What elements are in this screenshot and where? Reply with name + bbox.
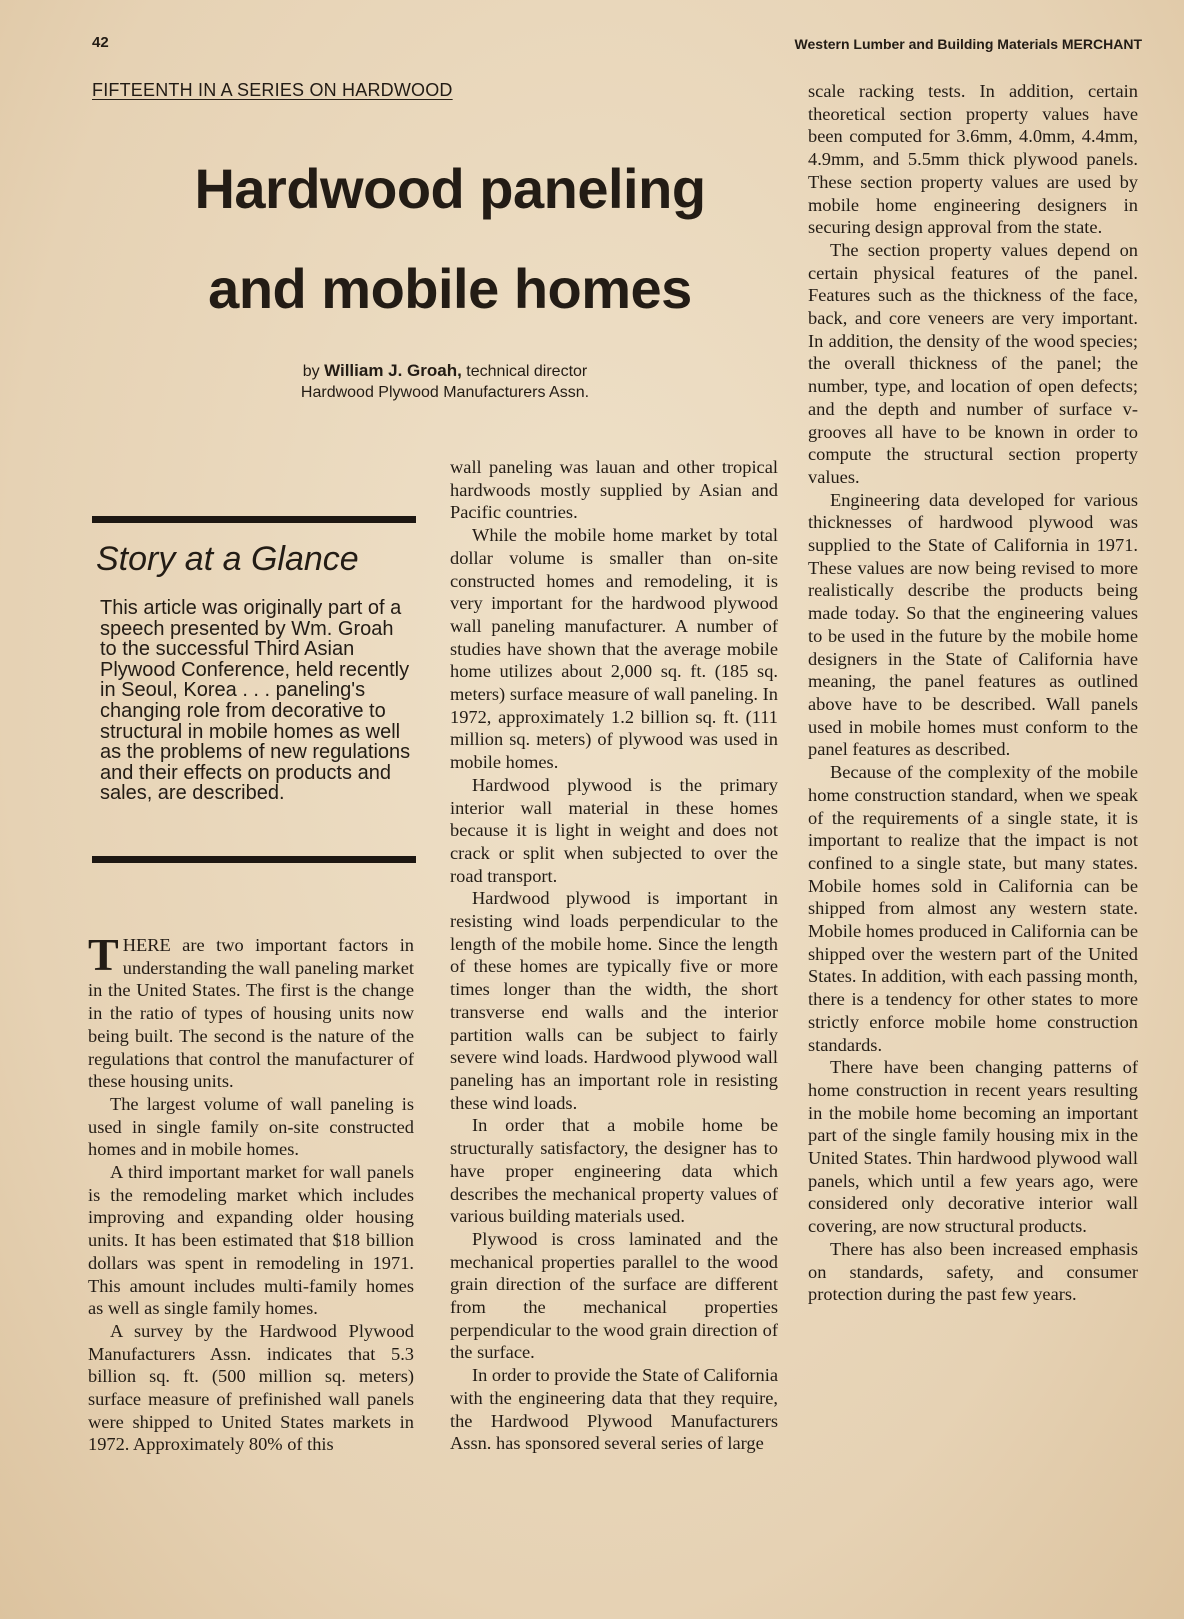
paragraph: While the mobile home market by total dollar volume is smaller than on-site constructed homes and remodeling, it is very important for the hardwood plywood wall paneling manufacturer. A number of studies have shown that the average mobile home utilizes about 2,000 sq. ft. (185 sq. meters) surface measure of wall paneling. In 1972, approximately 1.2 billion sq. ft. (111 million sq. meters) of plywood was used in mobile homes. bbox=[450, 525, 778, 773]
headline-line-2: and mobile homes bbox=[208, 257, 692, 320]
paragraph: Hardwood plywood is important in resisting wind loads perpendicular to the length of the mobile home. Since the length of these homes are typically five or more times longer than the width, the short transverse end walls and the interior partition walls can be subject to fairly severe wind loads. Hardwood plywood wall paneling has an important role in resisting these wind loads. bbox=[450, 888, 778, 1113]
glance-body: This article was originally part of a speech presented by Wm. Groah to the successful Third Asian Plywood Conference, held recently in Seoul, Korea . . . paneling's changing role from decorative to structural in mobile homes as well as the problems of new regulations and their effects on products and sales, are described. bbox=[100, 597, 411, 805]
glance-bottom-rule bbox=[92, 856, 416, 863]
paragraph: In order that a mobile home be structurally satisfactory, the designer has to have proper engineering data which describes the mechanical property values of various building materials used. bbox=[450, 1115, 778, 1227]
article-column-middle bbox=[450, 456, 778, 1455]
paragraph bbox=[88, 929, 414, 1093]
paragraph: There have been changing patterns of home construction in recent years resulting in the mobile home becoming an important part of the single family housing mix in the United States. Thin hardwood plywood wall panels, which until a few years ago, were considered only decorative interior wall covering, are now structural products. bbox=[808, 1057, 1138, 1237]
paragraph: A survey by the Hardwood Plywood Manufacturers Assn. indicates that 5.3 billion sq. ft. (500 million sq. meters) surface measure of prefinished wall panels were shipped to United States markets in 1972. Approximately 80% of this bbox=[88, 1320, 414, 1455]
author-organization: Hardwood Plywood Manufacturers Assn. bbox=[300, 384, 590, 401]
paragraph: In order to provide the State of California with the engineering data that they require, the Hardwood Plywood Manufacturers Assn. has sponsored several series of large bbox=[450, 1365, 778, 1454]
glance-top-rule bbox=[92, 516, 416, 523]
paragraph: The largest volume of wall paneling is used in single family on-site constructed homes and in mobile homes. bbox=[88, 1093, 414, 1160]
paragraph: Plywood is cross laminated and the mechanical properties parallel to the wood grain direction of the surface are different from the mechanical properties perpendicular to the wood grain direction of the surface. bbox=[450, 1228, 778, 1363]
article-column-left bbox=[88, 929, 414, 1456]
paragraph: Hardwood plywood is the primary interior wall material in these homes because it is light in weight and does not crack or split when subjected to over the road transport. bbox=[450, 774, 778, 886]
paragraph: wall paneling was lauan and other tropical hardwoods mostly supplied by Asian and Pacific countries. bbox=[450, 457, 778, 523]
article-column-right bbox=[808, 80, 1138, 1306]
paragraph: Engineering data developed for various thicknesses of hardwood plywood was supplied to the State of California in 1971. These values are now being revised to more realistically describe the products being made today. So that the engineering values to be used in the future by the mobile home designers in the State of California have meaning, the panel features as outlined above have to be described. Wall panels used in mobile homes must conform to the panel features as described. bbox=[808, 489, 1138, 760]
paragraph-text: HERE are two important factors in understanding the wall paneling market in the United States. The first is the change in the ratio of types of housing units now being built. The second is the nature of the regulations that control the manufacturer of these housing units. bbox=[88, 935, 414, 1092]
paragraph: There has also been increased emphasis on standards, safety, and consumer protection during the past few years. bbox=[808, 1238, 1138, 1305]
paragraph: The section property values depend on certain physical features of the panel. Features such as the thickness of the face, back, and core veneers are very important. In addition, the density of the wood species; the overall thickness of the panel; the number, type, and location of open defects; and the depth and number of surface v-grooves all have to be known in order to compute the structural section property values. bbox=[808, 239, 1138, 487]
paragraph: scale racking tests. In addition, certain theoretical section property values have been computed for 3.6mm, 4.0mm, 4.4mm, 4.9mm, and 5.5mm thick plywood panels. These section property values are used by mobile home engineering designers in securing design approval from the state. bbox=[808, 81, 1138, 238]
running-head: Western Lumber and Building Materials MERCHANT bbox=[794, 36, 1142, 52]
page-number: 42 bbox=[92, 34, 109, 51]
author-name: William J. Groah, bbox=[324, 361, 462, 380]
series-label: FIFTEENTH IN A SERIES ON HARDWOOD bbox=[92, 80, 453, 100]
author-role: technical director bbox=[461, 363, 588, 380]
byline bbox=[185, 360, 705, 382]
glance-title: Story at a Glance bbox=[96, 540, 359, 578]
paragraph: Because of the complexity of the mobile home construction standard, when we speak of the requirements of a single state, it is important to realize that the impact is not confined to a single state, but many states. Mobile homes sold in California can be shipped from almost any western state. Mobile homes produced in California can be shipped over the western part of the United States. In addition, with each passing month, there is a tendency for other states to more strictly enforce mobile home construction standards. bbox=[808, 762, 1138, 1055]
byline-by: by bbox=[302, 363, 325, 380]
headline-line-1: Hardwood paneling bbox=[194, 157, 706, 220]
paragraph: A third important market for wall panels is the remodeling market which includes improving and expanding older housing units. It has been estimated that $18 billion dollars was spent in remodeling in 1971. This amount includes multi-family homes as well as single family homes. bbox=[88, 1162, 414, 1319]
drop-cap: T bbox=[88, 929, 119, 980]
